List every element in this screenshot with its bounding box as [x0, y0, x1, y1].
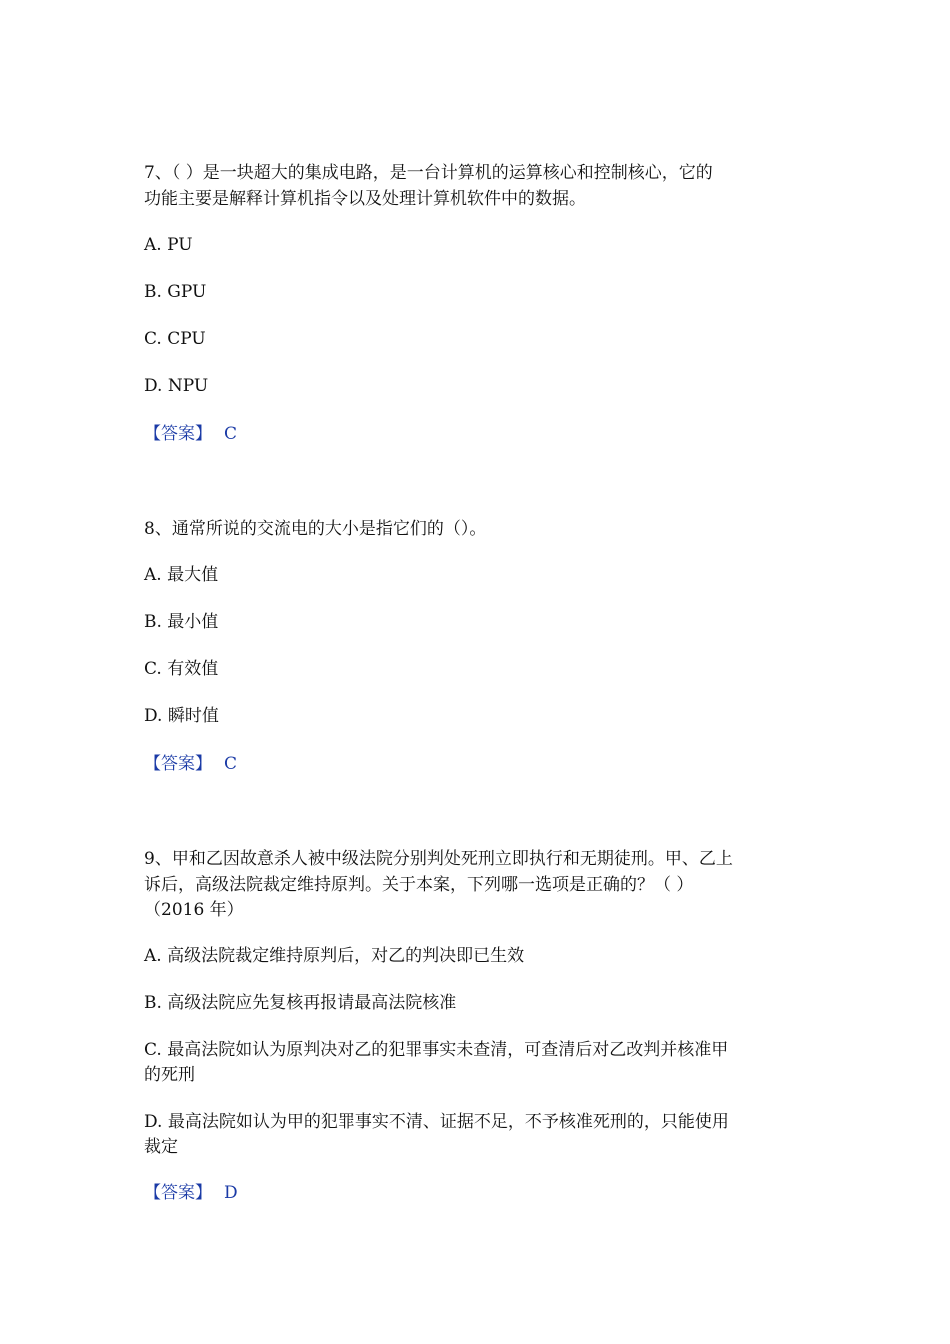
question-9-option-d-line-2: 裁定	[144, 1137, 178, 1157]
answer-value: C	[224, 754, 238, 774]
answer-label: 【答案】	[144, 1183, 212, 1203]
answer-label: 【答案】	[144, 754, 212, 774]
answer-value: C	[224, 424, 238, 444]
question-9-answer	[144, 1181, 238, 1205]
question-9-option-d-line-1: D. 最高法院如认为甲的犯罪事实不清、证据不足，不予核准死刑的，只能使用	[144, 1112, 729, 1132]
question-9-option-b: B. 高级法院应先复核再报请最高法院核准	[144, 993, 457, 1013]
answer-value: D	[224, 1183, 238, 1203]
question-7-answer	[144, 422, 237, 446]
question-9-option-a: A. 高级法院裁定维持原判后，对乙的判决即已生效	[144, 946, 525, 966]
question-9-option-c-line-1: C. 最高法院如认为原判决对乙的犯罪事实未查清，可查清后对乙改判并核准甲	[144, 1040, 729, 1060]
question-9-stem-line-3: （2016 年）	[144, 900, 244, 920]
question-9-stem-line-1: 9、甲和乙因故意杀人被中级法院分别判处死刑立即执行和无期徒刑。甲、乙上	[144, 849, 733, 869]
question-7-option-d: D. NPU	[144, 376, 209, 396]
answer-label: 【答案】	[144, 424, 212, 444]
question-7-option-a: A. PU	[144, 235, 193, 255]
question-8-answer	[144, 752, 237, 776]
question-8-option-b: B. 最小值	[144, 612, 219, 632]
question-9-option-c-line-2: 的死刑	[144, 1065, 195, 1085]
question-8-option-c: C. 有效值	[144, 659, 219, 679]
question-7-stem-line-2: 功能主要是解释计算机指令以及处理计算机软件中的数据。	[144, 189, 586, 209]
question-8-option-a: A. 最大值	[144, 565, 219, 585]
question-7-stem-line-1: 7、（ ）是一块超大的集成电路，是一台计算机的运算核心和控制核心，它的	[144, 163, 713, 183]
question-9-stem-line-2: 诉后，高级法院裁定维持原判。关于本案，下列哪一选项是正确的？（ ）	[144, 875, 694, 895]
question-8-option-d: D. 瞬时值	[144, 706, 219, 726]
question-8-stem-line-1: 8、通常所说的交流电的大小是指它们的（）。	[144, 519, 487, 539]
question-7-option-c: C. CPU	[144, 329, 206, 349]
question-7-option-b: B. GPU	[144, 282, 207, 302]
